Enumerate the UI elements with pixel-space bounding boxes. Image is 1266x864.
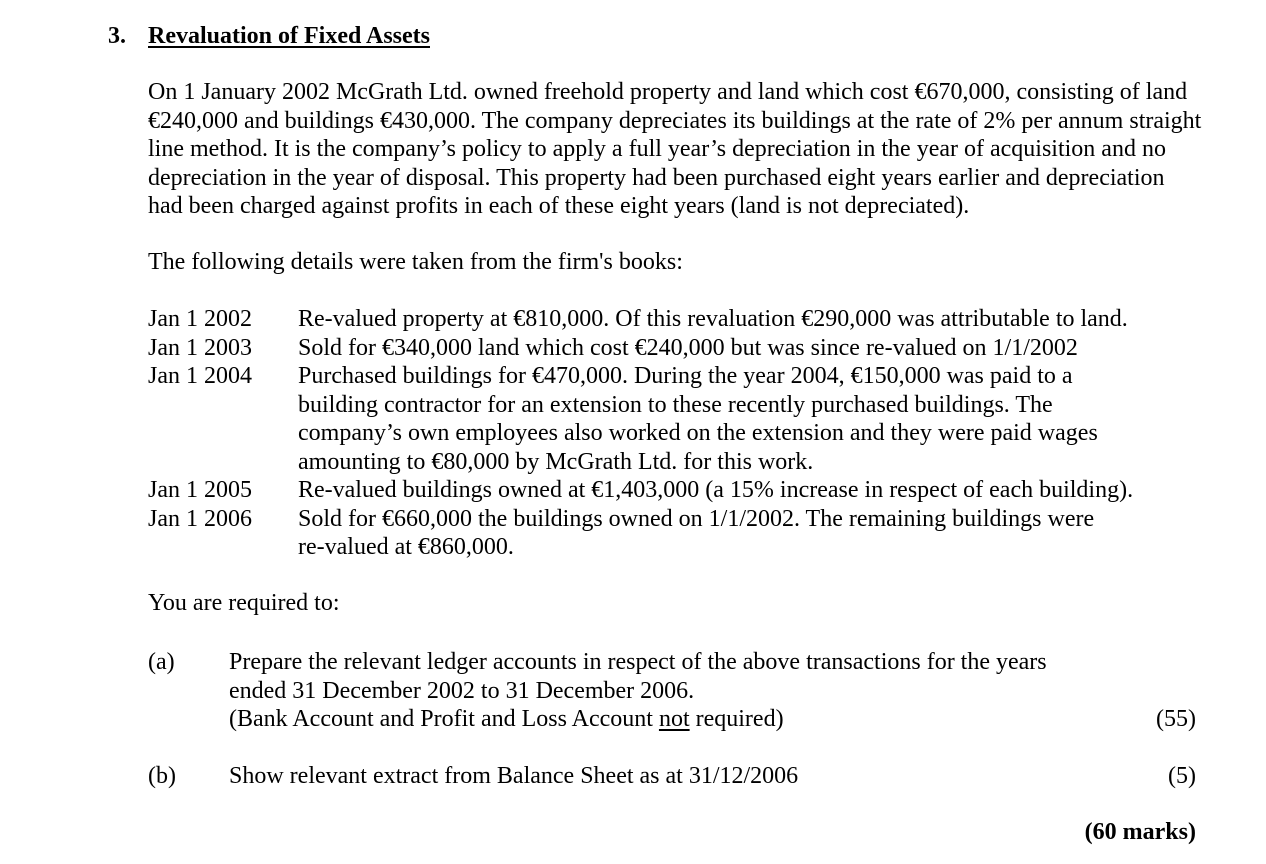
requirement-text xyxy=(229,762,1189,791)
transaction-list xyxy=(148,305,1248,562)
required-heading: You are required to: xyxy=(148,590,340,616)
details-heading: The following details were taken from the firm's books: xyxy=(148,249,683,275)
transaction-description xyxy=(298,505,1248,562)
transaction-description xyxy=(298,476,1248,505)
transaction-line: company’s own employees also worked on the extension and they were paid wages xyxy=(298,420,1098,446)
requirement-label: (a) xyxy=(148,649,175,675)
transaction-line: Sold for €340,000 land which cost €240,000 but was since re-valued on 1/1/2002 xyxy=(298,334,1078,361)
transaction-date: Jan 1 2002 xyxy=(148,306,252,332)
transaction-description xyxy=(298,334,1248,363)
transaction-date: Jan 1 2005 xyxy=(148,477,252,503)
requirement-text-part: (Bank Account and Profit and Loss Account xyxy=(229,706,659,732)
transaction-line: amounting to €80,000 by McGrath Ltd. for this work. xyxy=(298,448,814,475)
transaction-line: Re-valued buildings owned at €1,403,000 (a 15% increase in respect of each building). xyxy=(298,477,1134,503)
requirement-text-part: required) xyxy=(689,706,784,732)
transaction-date: Jan 1 2006 xyxy=(148,505,252,532)
requirement-line: Prepare the relevant ledger accounts in respect of the above transactions for the years xyxy=(229,649,1047,675)
intro-line: depreciation in the year of disposal. This property had been purchased eight years earlier and depreciation xyxy=(148,164,1165,191)
requirement-label: (b) xyxy=(148,763,176,789)
requirement-marks: (5) xyxy=(1168,763,1196,789)
transaction-date: Jan 1 2004 xyxy=(148,363,252,389)
emphasis-not: not xyxy=(658,706,690,732)
transaction-row xyxy=(148,505,1248,562)
transaction-row xyxy=(148,305,1248,334)
intro-line: €240,000 and buildings €430,000. The company depreciates its buildings at the rate of 2% per annum straight xyxy=(148,107,1202,134)
question-number: 3. xyxy=(108,23,126,49)
transaction-line: building contractor for an extension to these recently purchased buildings. The xyxy=(298,391,1053,418)
requirement-line: ended 31 December 2002 to 31 December 2006. xyxy=(229,677,695,704)
intro-line: line method. It is the company’s policy to apply a full year’s depreciation in the year of acquisition and no xyxy=(148,136,1166,162)
requirement-marks: (55) xyxy=(1156,706,1196,732)
intro-line: had been charged against profits in each of these eight years (land is not depreciated). xyxy=(148,193,970,219)
transaction-row xyxy=(148,476,1248,505)
transaction-row xyxy=(148,362,1248,476)
transaction-line: Sold for €660,000 the buildings owned on 1/1/2002. The remaining buildings were xyxy=(298,505,1095,532)
transaction-line: Purchased buildings for €470,000. During the year 2004, €150,000 was paid to a xyxy=(298,363,1073,389)
requirement-text xyxy=(229,648,1189,734)
transaction-description xyxy=(298,305,1248,334)
transaction-date: Jan 1 2003 xyxy=(148,334,252,361)
transaction-line: re-valued at €860,000. xyxy=(298,534,514,560)
requirement-line xyxy=(229,705,1189,734)
question-title: Revaluation of Fixed Assets xyxy=(148,23,430,49)
transaction-line: Re-valued property at €810,000. Of this revaluation €290,000 was attributable to land. xyxy=(298,306,1128,332)
intro-line: On 1 January 2002 McGrath Ltd. owned freehold property and land which cost €670,000, consisting of land xyxy=(148,79,1188,105)
transaction-row xyxy=(148,334,1248,363)
intro-paragraph xyxy=(148,78,1248,221)
transaction-description xyxy=(298,362,1248,476)
total-marks: (60 marks) xyxy=(1084,819,1196,845)
requirement-line: Show relevant extract from Balance Sheet as at 31/12/2006 xyxy=(229,763,799,789)
